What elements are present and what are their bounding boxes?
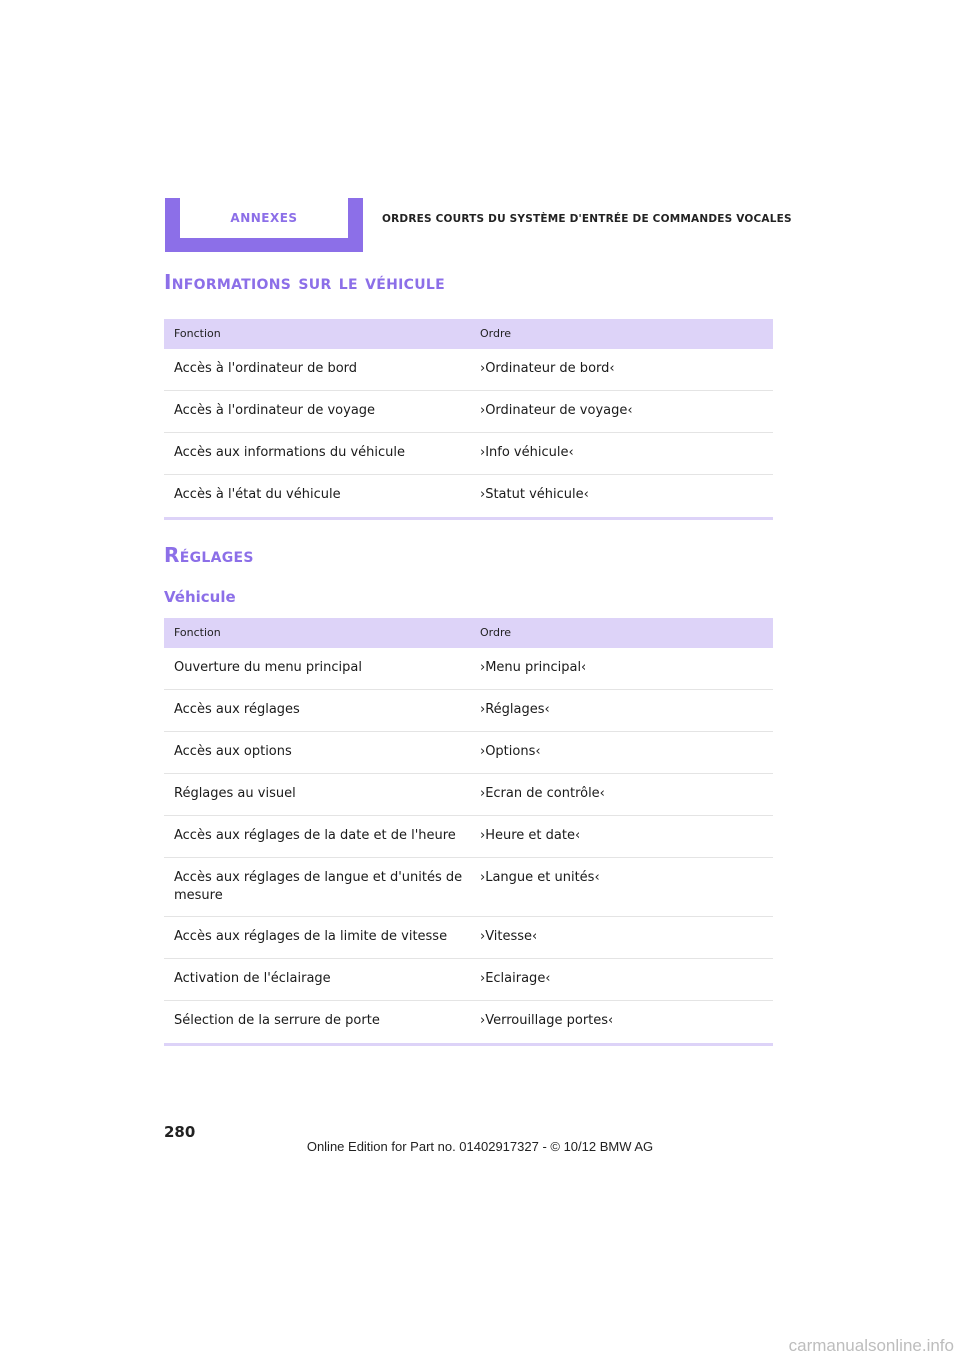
watermark: carmanualsonline.info	[788, 1336, 954, 1355]
table-row	[164, 648, 773, 690]
table-row	[164, 391, 773, 433]
header-tab-label: ANNEXES	[180, 198, 348, 238]
table-row	[164, 1001, 773, 1043]
cell-fonction: Accès à l'ordinateur de bord	[174, 361, 358, 376]
cell-ordre: ›Ordinateur de bord‹	[480, 361, 615, 376]
cell-ordre: ›Ordinateur de voyage‹	[480, 403, 633, 418]
column-header-fonction: Fonction	[174, 626, 221, 639]
cell-fonction: Accès aux réglages de la date et de l'heure	[174, 828, 456, 843]
table-row	[164, 816, 773, 858]
header-title: ORDRES COURTS DU SYSTÈME D'ENTRÉE DE COMMANDES VOCALES	[382, 213, 792, 225]
cell-ordre: ›Réglages‹	[480, 702, 550, 717]
cell-fonction: Activation de l'éclairage	[174, 971, 331, 986]
cell-fonction: Accès aux réglages de la limite de vitesse	[174, 929, 448, 944]
table-row	[164, 349, 773, 391]
cell-fonction: Accès à l'ordinateur de voyage	[174, 403, 376, 418]
cell-ordre: ›Verrouillage portes‹	[480, 1013, 614, 1028]
table-row	[164, 774, 773, 816]
cell-ordre: ›Statut véhicule‹	[480, 487, 589, 502]
table-header	[164, 319, 773, 349]
section-title-settings: Réglages	[164, 543, 254, 567]
section-title-vehicle-info: Informations sur le véhicule	[164, 270, 445, 294]
cell-fonction: Accès aux réglages de langue et d'unités de mesure	[174, 870, 463, 903]
cell-ordre: ›Options‹	[480, 744, 541, 759]
page-number: 280	[164, 1123, 196, 1141]
cell-fonction: Accès à l'état du véhicule	[174, 487, 341, 502]
cell-fonction: Accès aux informations du véhicule	[174, 445, 405, 460]
cell-fonction: Accès aux options	[174, 744, 292, 759]
cell-fonction: Accès aux réglages	[174, 702, 300, 717]
table-settings	[164, 618, 773, 1046]
table-row	[164, 732, 773, 774]
table-row	[164, 475, 773, 517]
cell-fonction: Réglages au visuel	[174, 786, 296, 801]
cell-ordre: ›Vitesse‹	[480, 929, 538, 944]
table-header	[164, 618, 773, 648]
cell-ordre: ›Ecran de contrôle‹	[480, 786, 605, 801]
table-row	[164, 433, 773, 475]
footer-edition: Online Edition for Part no. 01402917327 - © 10/12 BMW AG	[306, 1139, 654, 1154]
table-row	[164, 690, 773, 732]
column-header-ordre: Ordre	[480, 327, 512, 340]
subsection-title-vehicle: Véhicule	[164, 588, 236, 606]
cell-ordre: ›Menu principal‹	[480, 660, 587, 675]
cell-ordre: ›Eclairage‹	[480, 971, 551, 986]
cell-ordre: ›Langue et unités‹	[480, 870, 600, 885]
column-header-ordre: Ordre	[480, 626, 512, 639]
cell-fonction: Sélection de la serrure de porte	[174, 1013, 380, 1028]
table-vehicle-info	[164, 319, 773, 520]
cell-fonction: Ouverture du menu principal	[174, 660, 362, 675]
cell-ordre: ›Heure et date‹	[480, 828, 581, 843]
table-row	[164, 917, 773, 959]
column-header-fonction: Fonction	[174, 327, 221, 340]
table-row	[164, 959, 773, 1001]
cell-ordre: ›Info véhicule‹	[480, 445, 574, 460]
table-row	[164, 858, 773, 917]
